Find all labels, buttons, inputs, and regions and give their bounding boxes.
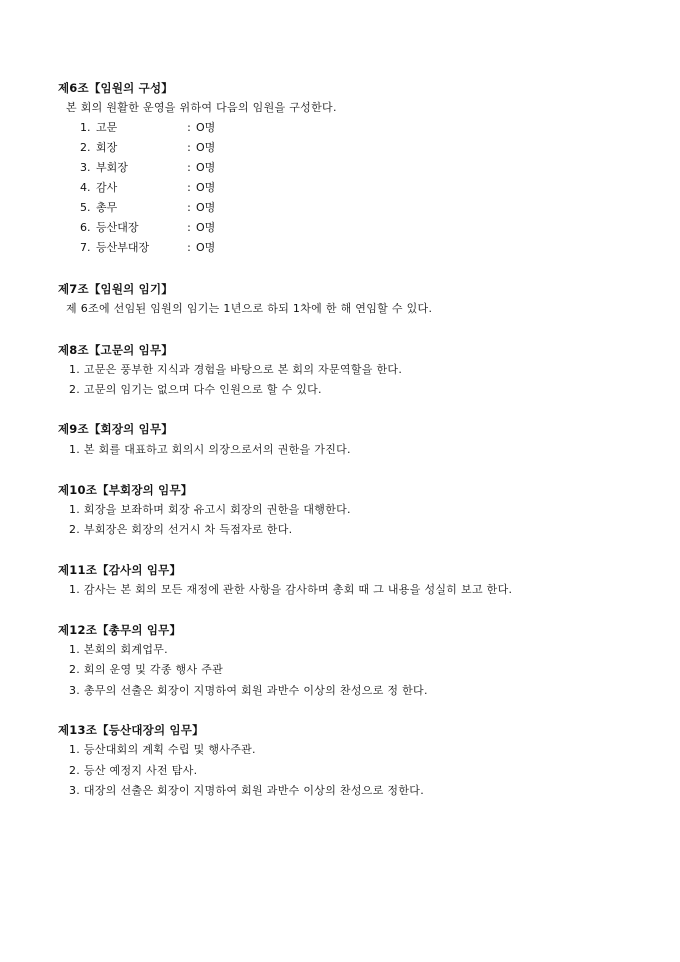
- article-text: 본 회의 원활한 운영을 위하여 다음의 임원을 구성한다.: [66, 101, 337, 114]
- article-item: 1. 고문은 풍부한 지식과 경험을 바탕으로 본 회의 자문역할을 한다.: [69, 363, 403, 376]
- role-title: 등산대장: [96, 221, 139, 234]
- role-number: 7.: [80, 241, 91, 254]
- article-heading: 제11조【감사의 임무】: [58, 563, 182, 577]
- role-separator: :: [187, 181, 191, 194]
- article-item: 3. 대장의 선출은 회장이 지명하여 회원 과반수 이상의 찬성으로 정한다.: [69, 784, 424, 797]
- article-item: 2. 고문의 임기는 없으며 다수 인원으로 할 수 있다.: [69, 383, 322, 396]
- role-row: [80, 241, 215, 255]
- role-title: 고문: [96, 121, 118, 134]
- role-separator: :: [187, 221, 191, 234]
- role-title: 부회장: [96, 161, 128, 174]
- article-text: 제 6조에 선임된 임원의 임기는 1년으로 하되 1차에 한 해 연임할 수 있다.: [66, 302, 433, 315]
- article-heading: 제6조【임원의 구성】: [58, 81, 173, 95]
- role-count: O명: [196, 141, 216, 154]
- article-item: 2. 부회장은 회장의 선거시 차 득점자로 한다.: [69, 523, 293, 536]
- role-row: [80, 121, 215, 135]
- role-title: 등산부대장: [96, 241, 150, 254]
- article-heading: 제8조【고문의 임무】: [58, 343, 173, 357]
- role-number: 1.: [80, 121, 91, 134]
- role-row: [80, 201, 215, 215]
- role-separator: :: [187, 241, 191, 254]
- article-item: 2. 회의 운영 및 각종 행사 주관: [69, 663, 224, 676]
- role-row: [80, 181, 215, 195]
- role-row: [80, 141, 215, 155]
- role-number: 4.: [80, 181, 91, 194]
- article-heading: 제9조【회장의 임무】: [58, 422, 173, 436]
- article-heading: 제12조【총무의 임무】: [58, 623, 182, 637]
- article-heading: 제13조【등산대장의 임무】: [58, 723, 204, 737]
- role-separator: :: [187, 121, 191, 134]
- article-item: 1. 회장을 보좌하며 회장 유고시 회장의 권한을 대행한다.: [69, 503, 351, 516]
- role-count: O명: [196, 201, 216, 214]
- role-separator: :: [187, 141, 191, 154]
- role-title: 총무: [96, 201, 118, 214]
- role-count: O명: [196, 241, 216, 254]
- role-count: O명: [196, 221, 216, 234]
- role-count: O명: [196, 161, 216, 174]
- article-item: 3. 총무의 선출은 회장이 지명하여 회원 과반수 이상의 찬성으로 정 한다.: [69, 684, 428, 697]
- article-item: 1. 본 회를 대표하고 회의시 의장으로서의 권한을 가진다.: [69, 443, 351, 456]
- role-title: 감사: [96, 181, 118, 194]
- role-count: O명: [196, 181, 216, 194]
- role-separator: :: [187, 161, 191, 174]
- article-heading: 제10조【부회장의 임무】: [58, 483, 193, 497]
- article-item: 1. 감사는 본 회의 모든 재정에 관한 사항을 감사하며 총회 때 그 내용을 성실히 보고 한다.: [69, 583, 513, 596]
- role-count: O명: [196, 121, 216, 134]
- article-item: 1. 본회의 회계업무.: [69, 643, 168, 656]
- article-item: 2. 등산 예정지 사전 탐사.: [69, 764, 198, 777]
- role-number: 2.: [80, 141, 91, 154]
- role-title: 회장: [96, 141, 118, 154]
- role-number: 6.: [80, 221, 91, 234]
- role-separator: :: [187, 201, 191, 214]
- role-row: [80, 221, 215, 235]
- article-item: 1. 등산대회의 계획 수립 및 행사주관.: [69, 743, 256, 756]
- role-row: [80, 161, 215, 175]
- role-number: 5.: [80, 201, 91, 214]
- role-number: 3.: [80, 161, 91, 174]
- article-heading: 제7조【임원의 임기】: [58, 282, 173, 296]
